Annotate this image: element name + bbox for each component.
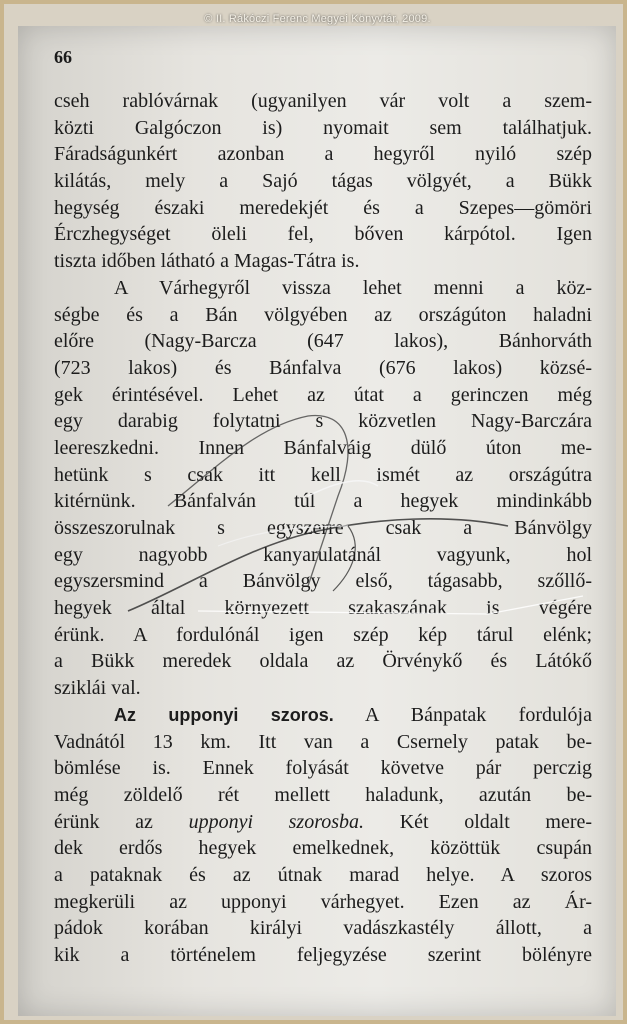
text-line: tiszta időben látható a Magas-Tátra is.	[54, 250, 360, 273]
indented-text: A Várhegyről vissza lehet menni a köz-	[114, 276, 592, 299]
text-line: ségbe és a Bán völgyében az országúton haladni	[54, 303, 592, 326]
text-line: egyszersmind a Bánvölgy első, tágasabb, szőllő-	[54, 570, 592, 593]
italic-term-line	[54, 809, 592, 836]
text-line: hetünk s csak itt kell ismét az országútra	[54, 463, 592, 486]
text-line: közti Galgóczon is) nyomait sem találhatjuk.	[54, 116, 592, 139]
text-line-indented	[54, 275, 592, 302]
text-line: gek érintésével. Lehet az útat a gerinczen még	[54, 383, 592, 406]
page-number: 66	[54, 47, 72, 67]
section-heading-line	[54, 702, 592, 729]
text-line: kitérnünk. Bánfalván túl a hegyek mindinkább	[54, 490, 592, 513]
text-line: a pataknak és az útnak marad helye. A szoros	[54, 863, 592, 886]
copyright-notice: © II. Rákóczi Ferenc Megyei Könyvtár, 2009.	[204, 13, 431, 25]
italic-line-suffix: Két oldalt mere-	[399, 810, 593, 833]
text-line: egy nagyobb kanyarulatánál vagyunk, hol	[54, 543, 592, 566]
text-line: előre (Nagy-Barcza (647 lakos), Bánhorváth	[54, 330, 592, 353]
text-line: (723 lakos) és Bánfalva (676 lakos) közsé-	[54, 356, 592, 379]
text-line: a Bükk meredek oldala az Örvénykő és Látókő	[54, 650, 592, 673]
text-line: még zöldelő rét mellett haladunk, azután be-	[54, 783, 592, 806]
italic-line-prefix: érünk az	[54, 810, 153, 833]
section-heading: Az upponyi szoros.	[114, 704, 334, 725]
text-line: Érczhegységet öleli fel, bőven kárpótol. Igen	[54, 223, 592, 246]
text-line: bömlése is. Ennek folyását követve pár perczig	[54, 757, 592, 780]
text-line: pádok korában királyi vadászkastély állott, a	[54, 917, 592, 940]
text-line: dek erdős hegyek emelkednek, közöttük csupán	[54, 837, 592, 860]
text-line: hegyek által környezett szakaszának is végére	[54, 597, 592, 620]
text-line: hegység északi meredekjét és a Szepes—gömöri	[54, 196, 592, 219]
section-first-line-rest: A Bánpatak fordulója	[365, 703, 592, 726]
text-line: sziklái val.	[54, 677, 141, 700]
page-text	[54, 88, 592, 969]
text-line: kik a történelem feljegyzése szerint bölényre	[54, 944, 592, 966]
text-line: Fáradságunkért azonban a hegyről nyiló szép	[54, 143, 592, 166]
text-line: megkerüli az upponyi várhegyet. Ezen az Ár-	[54, 890, 592, 913]
text-line: leereszkedni. Innen Bánfalváig dülő úton me-	[54, 436, 592, 459]
text-line: kilátás, mely a Sajó tágas völgyét, a Bükk	[54, 170, 592, 193]
text-line: érünk. A fordulónál igen szép kép tárul elénk;	[54, 623, 592, 646]
italic-place-name: upponyi szorosba.	[188, 810, 365, 833]
text-line: összeszorulnak s egyszerre csak a Bánvölgy	[54, 517, 592, 539]
text-line: Vadnától 13 km. Itt van a Csernely patak be-	[54, 730, 592, 753]
text-line: egy darabig folytatni s közvetlen Nagy-Barczára	[54, 410, 592, 433]
text-line: cseh rablóvárnak (ugyanilyen vár volt a szem-	[54, 90, 592, 112]
book-page	[18, 26, 616, 1016]
